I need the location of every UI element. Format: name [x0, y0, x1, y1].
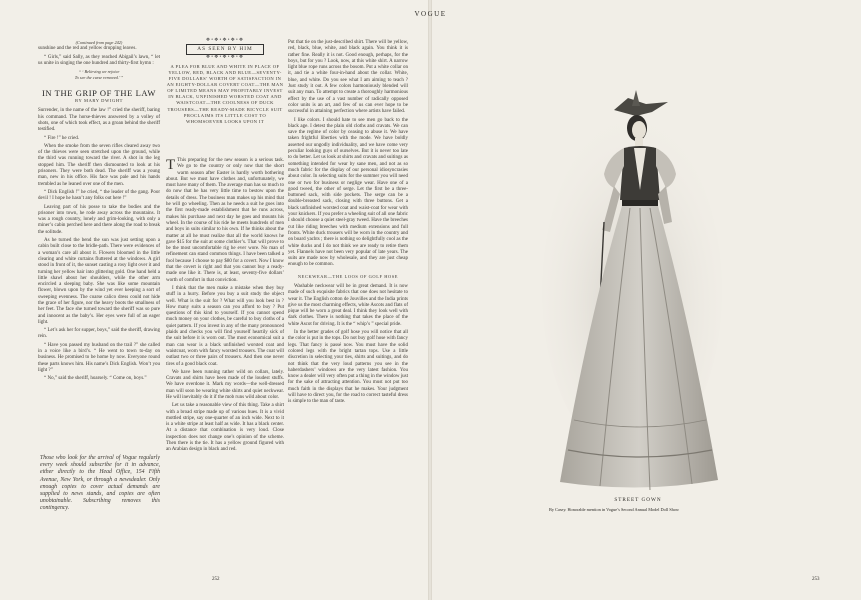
- hat: [614, 98, 668, 116]
- paragraph: We have been running rather wild on collars, lately. Cravats and shirts have been made of the loudest stuffs. We have overdone it. Mark my words—the well-dressed man will soon be wearing white shirts and quiet neckwear. He will inevitably do it if the mob runs wild about color.: [166, 369, 284, 400]
- paragraph: “ Girls,” said Sally, as they reached Abigail’s lawn, “ let us unite in singing the one hundred and thirty-first hymn :: [38, 54, 160, 66]
- gutter: [428, 0, 432, 600]
- paragraph: Put that tie on the just-described shirt. There will be yellow, red, black, blue, white, and black again. You think it is rather fine. Really it is not. Good enough, perhaps, for the boys, but for you ? Look, now, at this white shirt. A narrow light blue rope runs across the bosom. Put a white collar on it, and tie a white four-in-hand about the collar. White, blue, and white. Do you see what I am aiming to teach ? Just study it out. A few colors harmoniously blended will suit any man. To attempt to create a thoroughly harmonious effect by the use of a vast number of radically opposed color units is an art, and few of us can ever hope to be successful in attaining perfection where artists have failed.: [288, 40, 408, 115]
- face: [632, 121, 646, 139]
- paragraph: Washable neckwear will be in great demand. It is now made of such exquisite fabrics that one does not hesitate to wear it. The English cotton de Jouvilles and the India prints give us the most charming effects, white Ascots and flats of pique will be worn a great deal. I think they look well with dark clothes. There is nothing that takes the place of the white Ascot for driving. It is the “ whip’s ” special pride.: [288, 283, 408, 327]
- paragraph: As he turned the bend the sun was just setting upon a cabin built close to the bridle-path. There were evidences of a woman’s care all about it. Flowers bloomed in the little clearing and white curtains fluttered at the windows. A girl stood in front of it, the sunset casting a rosy light over it and turning her yellow hair into glittering gold. One hand held a little shawl about her shoulders, while the other arm encircled a sleeping baby. She was like some mountain flower, blown upon by the wind yet ever keeping a sort of sweeping evenness. The coarse calico dress could not hide the grace of her figure, nor the heavy boots the smallness of her feet. The face she turned toward the sheriff was so pure and innocent as the baby’s. Her eyes were full of an eager light.: [38, 238, 160, 325]
- story-title: IN THE GRIP OF THE LAW: [41, 87, 157, 98]
- left-column-2-body: [166, 158, 284, 456]
- paragraph: I like colors. I should hate to see men go back to the black age. I detest the plain old cloths and cravats. We can save the regime of color by ceasing to abuse it. We have taken frightful liberties with the mode. We have boldly asserted our ungodly individuality, and we have come very peculiar looking guys of ourselves. But it is never too late to do better. Let us look at shirts and cravats and suitings as something intended for wear by sane men, and not as so much fabric for the display of our personal idiosyncrasies about color. In selecting suits for the summer you will need one or two for business or neglige wear. Have one of a good tweed, the other of serge. Let the first be a three-buttoned sack, with side pockets. The serge can be a double-breasted sack, closing with three buttons. Get a black unfinished worsted coat and waist-coat for wear with your knickers. If you prefer a wheeling suit of all one fabric I should choose a quiet steel-gray tweed. Have the breeches cut like riding breeches with medium extensions and full fronts. White duck trousers will be worn in the country and on board yachts ; there is nothing so delightfully cool as the white ducks and I do not think we are ready to retire them yet. Flannels have not been very popular of late years. The suits are made now by wholesale, and they are just cheap enough to be common.: [288, 117, 408, 268]
- illustration-title: STREET GOWN: [614, 497, 662, 503]
- paragraph: Leaving part of his posse to take the bodies and the prisoner into town, he rode away across the mountains. It was a rough country, lonely and grim-looking, with only a miner’s cabin perched here and there along the road to break the solitude.: [38, 204, 160, 235]
- belt: [622, 200, 658, 206]
- hat-feather: [632, 90, 640, 106]
- ornament-bottom: ❖•❖•❖•❖•❖: [205, 54, 245, 60]
- paragraph: In the better grades of golf hose you will notice that all the color is put in the tops. Do not buy golf hose with fancy legs. That fancy is passé now. You must have the solid colored legs with the bright tartan tops. Use a little discretion in selecting your ties, shirts and suitings, and do not think that the very loud patterns you see in the haberdashers’ windows are the very latest fashion. You know a dealer will very often put a thing in the window just for the sake of attracting attention. You must not put too much faith in the displays that he makes. Your judgment will have to direct you, for the road to correct tasteful dress is simple to the man of taste.: [288, 330, 408, 405]
- ornament-top: ❖•❖•❖•❖•❖: [205, 38, 245, 43]
- paragraph: “ Have you passed my husband on the trail ?” she called in a voice like a bird’s. “ He went to town to-day on business. He promised to be home by now. Everyone round these parts knows him. His name’s Dick English. Won’t you light ?”: [38, 342, 160, 373]
- masthead: VOGUE: [414, 10, 447, 18]
- left-column-2: [166, 38, 284, 129]
- subscription-note: Those who look for the arrival of Vogue regularly every week should subscribe for it in advance, either directly to the Head Office, 154 Fifth Avenue, New York, or through a newsdealer. Only enough copies to cover actual demands are supplied to news stands, and copies are often unobtainable. Subscribing removes this contingency.: [40, 455, 160, 512]
- paragraph: “ Fire !” he cried.: [44, 135, 80, 141]
- paragraph: I think that the men make a mistake when they buy stuff in a hurry. Before you buy a suit study the object well. What is the suit for ? What will you look best in ? How many suits a season can you afford to buy ? Put questions of this kind to yourself. If you cannot spend much money on your clothes, be careful to buy cloths of a quiet pattern. If you invest in any of the many pronounced plaids and checks you will find yourself heartily sick of the suit before it is worn out. The most economical suit a man can wear is a black unfinished worsted coat and waistcoat, worn with fancy worsted trousers. The coat will outlast two or three pairs of trousers. And then one never tires of a good black coat.: [166, 285, 284, 367]
- paragraph: When the smoke from the seven rifles cleared away two of the thieves were seen stretched upon the ground, while the third was running toward the river. A shot in the leg stopped him. The sheriff then dismounted to look at his prisoners. They were both dead. The sheriff was a young man, new in his office. His face was pale and his hands trembled as he leaned over one of the men.: [38, 143, 160, 187]
- illustration-credit: By Casey. Honorable mention in Vogue’s Second Annual Model Doll Show: [549, 507, 680, 512]
- street-gown-illustration: [540, 90, 750, 495]
- hymn-line-2: To see the curse removed.’ ”: [74, 75, 124, 81]
- paragraph: “ Dick English !” he cried, “ the leader of the gang. Poor devil ! I hope he hasn’t any folks out here !”: [38, 189, 160, 202]
- paragraph: [166, 158, 284, 284]
- column-summary: A PLEA FOR BLUE AND WHITE IN PLACE OF YELLOW, RED, BLACK AND BLUE—SEVENTY-FIVE DOLLARS’ WORTH OF SATISFACTION IN AN EIGHTY-DOLLAR COVERT COAT—THE MAN OF LIMITED MEANS MAY PROFITABLY INVEST IN BLACK, UNFINISHED WORSTED COAT AND WAISTCOAT—THE COOLNESS OF DUCK TROUSERS—THE READY-MADE BICYCLE SUIT PROCLAIMS ITS LITTLE COST TO WHOMSOEVER LOOKS UPON IT: [166, 63, 284, 124]
- page-number-left: 252: [212, 577, 220, 582]
- banner-title: AS SEEN BY HIM: [186, 44, 263, 54]
- left-column-1: [38, 40, 160, 385]
- paragraph: Let us take a reasonable view of this thing. Take a shirt with a broad stripe made up of various hues. It is a vivid mottled stripe, say one-quarter of an inch wide. Next to it is a white stripe at least half as wide. It has a black center. At a distance that combination is very loud. Close inspection does not change one’s opinion of the scheme. Then there is the tie. It has a yellow ground figured with an Arabian design in black and red.: [166, 403, 284, 453]
- continued-note: (Continued from page 242): [75, 40, 123, 45]
- column-banner: [166, 38, 284, 61]
- paragraph-text: This preparing for the new season is a serious task. We go to the country or only now that the short warm season after Easter is hardly worth bothering about. But we must have clothes and, unfortunately, we must have many of them. The average man has so much to do now that he has very little time to bestow upon the details of dress. The business man makes up his mind that he will go wheeling. Then as he needs a suit he goes into the first ready-made establishment that he runs across, makes his purchase and next day he goes and mounts his wheel. In the course of his ride he meets hundreds of men and boys in suits similar to his own. If he thinks about the matter at all he must realize that all the world knows he gave $15 for the suit at some clothier’s. That will prove to be the most uncomfortable rig he ever wore. No man of refinement can stand common things. I have been talked a fool because I choose to pay $80 for a covert. Now I know that the covert is right and that you cannot buy a ready-made one like it. There is, at least, seventy-five dollars’ worth of comfort in that conviction.: [166, 158, 284, 283]
- left-column-3: [288, 40, 408, 408]
- paragraph: Surrender, in the name of the law !” cried the sheriff, baring his command. The horse-thieves answered by a volley of shots, one of which took effect, as a groan behind the sheriff testified.: [38, 108, 160, 133]
- drop-cap: T: [166, 157, 176, 173]
- hymn-line-1: “ ‘ Believing we rejoice: [78, 69, 120, 75]
- paragraph: “ Let’s ask her for supper, boys,” said the sheriff, drawing rein.: [38, 328, 160, 340]
- section-subhead: NECKWEAR—THE LOOS OF GOLF HOSE: [297, 273, 399, 279]
- paragraph: “ No,” said the sheriff, hoarsely. “ Come on, boys.”: [44, 376, 147, 382]
- story-byline: BY MARY DWIGHT: [74, 98, 124, 104]
- paragraph: sunshine and the red and yellow dropping leaves.: [38, 46, 137, 52]
- page-number-right: 253: [812, 577, 820, 582]
